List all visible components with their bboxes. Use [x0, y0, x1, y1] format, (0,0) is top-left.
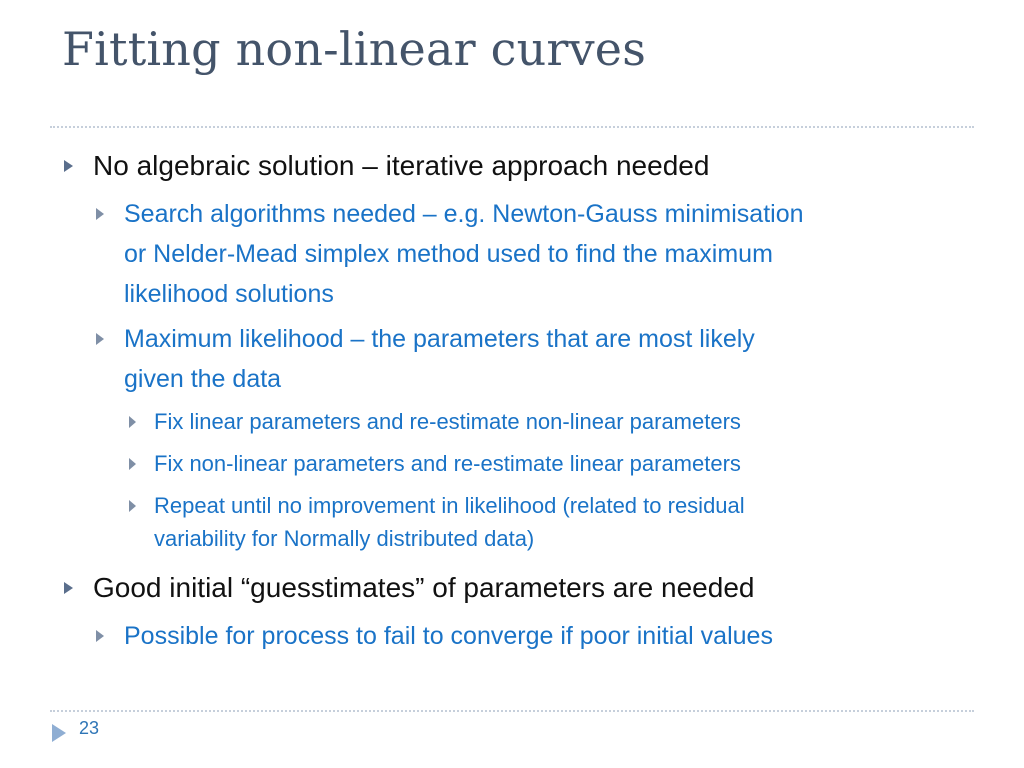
bullet-text: Possible for process to fail to converge if poor initial values — [124, 622, 773, 650]
triangle-bullet-icon — [96, 630, 104, 642]
triangle-bullet-icon — [64, 582, 73, 594]
bullet-text: Fix linear parameters and re-estimate non-linear parameters — [154, 409, 741, 434]
bullet-level1-algebraic — [64, 148, 709, 184]
bullet-text-line: given the data — [124, 365, 282, 393]
triangle-bullet-icon — [129, 500, 136, 512]
bullet-text: Fix non-linear parameters and re-estimate linear parameters — [154, 451, 741, 476]
bullet-text: Good initial “guesstimates” of parameters are needed — [93, 572, 755, 603]
bullet-text-line: Maximum likelihood – the parameters that are most likely — [124, 325, 755, 353]
triangle-bullet-icon — [129, 416, 136, 428]
triangle-bullet-icon — [96, 333, 104, 345]
slide-title: Fitting non-linear curves — [62, 22, 646, 76]
bullet-level2-maximum-likelihood — [96, 319, 755, 399]
bullet-text-line: variability for Normally distributed data) — [154, 526, 535, 551]
triangle-bullet-icon — [64, 160, 73, 172]
title-divider — [50, 126, 974, 128]
footer-arrow-icon — [52, 724, 66, 742]
bullet-level1-guesstimates — [64, 570, 754, 606]
bullet-level2-converge — [96, 616, 773, 656]
bullet-level3-fix-linear — [129, 405, 741, 438]
bullet-text: No algebraic solution – iterative approach needed — [93, 150, 710, 181]
footer-divider — [50, 710, 974, 712]
bullet-text-line: Search algorithms needed – e.g. Newton-Gauss minimisation — [124, 200, 804, 228]
page-number: 23 — [79, 718, 100, 738]
bullet-level3-fix-nonlinear — [129, 447, 741, 480]
bullet-text-line: or Nelder-Mead simplex method used to find the maximum — [124, 240, 773, 268]
bullet-text-line: likelihood solutions — [124, 280, 334, 308]
bullet-text-line: Repeat until no improvement in likelihood (related to residual — [154, 493, 745, 518]
triangle-bullet-icon — [129, 458, 136, 470]
bullet-level3-repeat — [129, 489, 745, 555]
triangle-bullet-icon — [96, 208, 104, 220]
bullet-level2-search-algorithms — [96, 194, 804, 314]
